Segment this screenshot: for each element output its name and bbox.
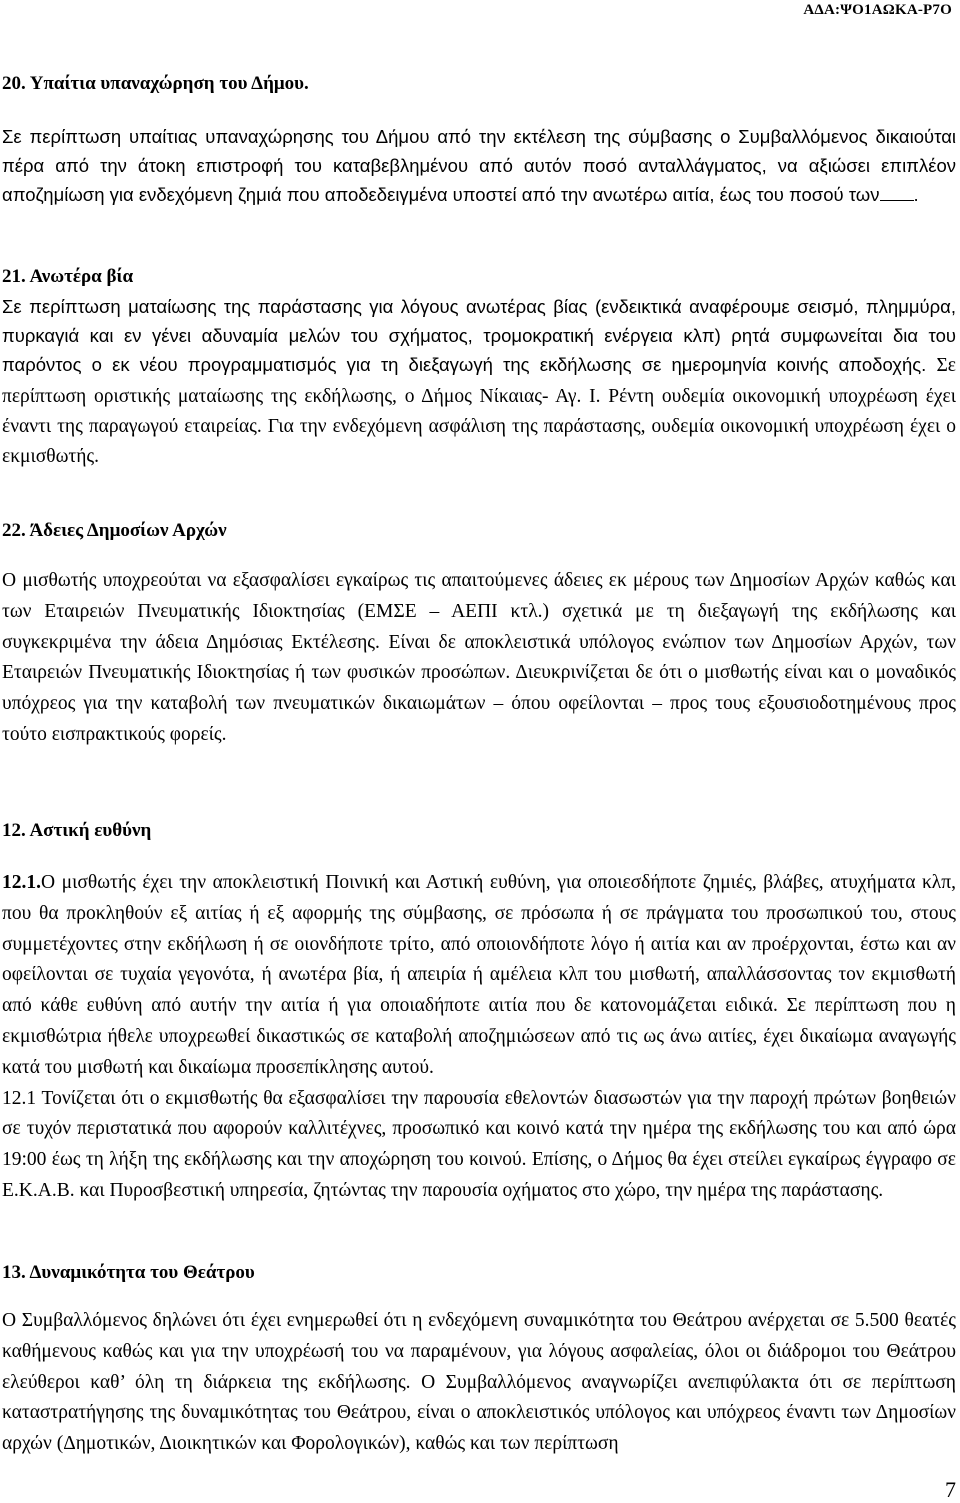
section-12-body — [2, 868, 956, 1207]
page-number: 7 — [945, 1477, 956, 1502]
section-22-title: 22. Άδειες Δημοσίων Αρχών — [2, 520, 227, 541]
section-21-text-a: Σε περίπτωση ματαίωσης της παράστασης για λόγους ανωτέρας βίας (ενδεικτικά αναφέρουμε σεισμό, πλημμύρα, πυρκαγιά και εν γένει αδυναμία μελών του σχήματος, τρομοκρατική ενέργεια κλπ) ρητά συμφωνείται δια του παρόντος ο εκ νέου προγραμματισμός για τη διεξαγωγή της εκδήλωσης σε ημερομηνία κοινής αποδοχής. — [2, 296, 956, 376]
section-20-text: Σε περίπτωση υπαίτιας υπαναχώρησης του Δήμου από την εκτέλεση της σύμβασης ο Συμβαλλόμενος δικαιούται πέρα από την άτοκη επιστροφή του καταβεβλημένου από αυτόν ποσό ανταλλάγματος, να αξιώσει επιπλέον αποζημίωση για ενδεχόμενη ζημιά που αποδεδειγμένα υποστεί από την ανωτέρω αιτία, έως του ποσού των — [2, 126, 956, 206]
section-20-end: . — [913, 184, 919, 206]
section-20-title: 20. Υπαίτια υπαναχώρηση του Δήμου. — [2, 73, 309, 94]
section-12-1-number: 12.1. — [2, 872, 41, 893]
section-21-title: 21. Ανωτέρα βία — [2, 266, 134, 287]
section-20-body — [2, 122, 956, 210]
amount-blank — [880, 186, 914, 201]
section-13-title: 13. Δυναμικότητα του Θεάτρου — [2, 1262, 255, 1283]
section-21-body — [2, 292, 956, 471]
ada-code: ΑΔΑ:ΨΟ1ΑΩΚΑ-Ρ7Ο — [803, 2, 952, 18]
section-21-text-b: Σε περίπτωση οριστικής ματαίωσης της εκδήλωσης, ο Δήμος Νίκαιας- Αγ. Ι. Ρέντη ουδεμία οικονομική υποχρέωση έχει έναντι της παραγωγού εταιρείας. Για την ενδεχόμενη ασφάλιση της παράστασης, ουδεμία οικονομική υποχρέωση έχει ο εκμισθωτής. — [2, 355, 956, 468]
section-12-title: 12. Αστική ευθύνη — [2, 820, 152, 841]
section-12-2-text: 12.1 Τονίζεται ότι ο εκμισθωτής θα εξασφαλίσει την παρουσία εθελοντών διασωστών για την παροχή πρώτων βοηθειών σε τυχόν περιστατικά που αφορούν καλλιτέχνες, προσωπικό και κοινό κατά την ημέρα της εκδήλωσης του και από ώρα 19:00 έως τη λήξη της εκδήλωσης και την αποχώρηση του κοινού. Επίσης, ο Δήμος θα έχει στείλει εγκαίρως έγγραφο σε Ε.Κ.Α.Β. και Πυροσβεστική υπηρεσία, ζητώντας την παρουσία οχήματος στο χώρο, την ημέρα της παράστασης. — [2, 1087, 956, 1201]
section-12-1-text: Ο μισθωτής έχει την αποκλειστική Ποινική και Αστική ευθύνη, για οποιεσδήποτε ζημιές, βλάβες, ατυχήματα κλπ, που θα προκληθούν εξ αιτίας ή εξ αφορμής της σύμβασης, σε πρόσωπα ή σε πράγματα του προσωπικού του, στους συμμετέχοντες στην εκδήλωση ή σε οιονδήποτε τρίτο, από οποιονδήποτε λόγο ή αιτία και αν προέρχονται, έστω και αν οφείλονται σε τυχαία γεγονότα, ή ανωτέρα βία, ή απειρία ή αμέλεια κλπ του μισθωτή, απαλλάσσοντας τον εκμισθωτή από κάθε ευθύνη από αυτήν την αιτία ή για οποιαδήποτε αιτία που δε κατονομάζεται ειδικά. Σε περίπτωση που η εκμισθώτρια ήθελε υποχρεωθεί δικαστικώς σε καταβολή αποζημιώσεων από τις ως άνω αιτίες, έχει δικαίωμα αναγωγής κατά του μισθωτή και δικαίωμα προσεπίκλησης αυτού. — [2, 872, 956, 1078]
section-22-body: Ο μισθωτής υποχρεούται να εξασφαλίσει εγκαίρως τις απαιτούμενες άδειες εκ μέρους των Δημοσίων Αρχών καθώς και των Εταιρειών Πνευματικής Ιδιοκτησίας (ΕΜΣΕ – ΑΕΠΙ κτλ.) σχετικά με τη διεξαγωγή της εκδήλωσης και συγκεκριμένα την άδεια Δημόσιας Εκτέλεσης. Είναι δε αποκλειστικά υπόλογος ενώπιον των Δημοσίων Αρχών, των Εταιρειών Πνευματικής Ιδιοκτησίας ή των φυσικών προσώπων. Διευκρινίζεται δε ότι ο μισθωτής είναι και ο μοναδικός υπόχρεος για την καταβολή των πνευματικών δικαιωμάτων – όπου οφείλονται – προς τους εξουσιοδοτημένους προς τούτο εισπρακτικούς φορείς. — [2, 570, 956, 745]
section-13-body: Ο Συμβαλλόμενος δηλώνει ότι έχει ενημερωθεί ότι η ενδεχόμενη συναμικότητα του Θεάτρου ανέρχεται σε 5.500 θεατές καθήμενους καθώς και για την υποχρέωσή του να παραμένουν, για λόγους ασφαλείας, όλοι οι διάδρομοι του Θεάτρου ελεύθεροι καθ’ όλη τη διάρκεια της εκδήλωσης. Ο Συμβαλλόμενος αναγνωρίζει ανεπιφύλακτα ότι σε περίπτωση καταστρατήγησης της δυναμικότητας του Θεάτρου, είναι ο αποκλειστικός υπόλογος και υπόχρεος έναντι των Δημοσίων αρχών (Δημοτικών, Διοικητικών και Φορολογικών), καθώς και των περίπτωση — [2, 1310, 956, 1455]
